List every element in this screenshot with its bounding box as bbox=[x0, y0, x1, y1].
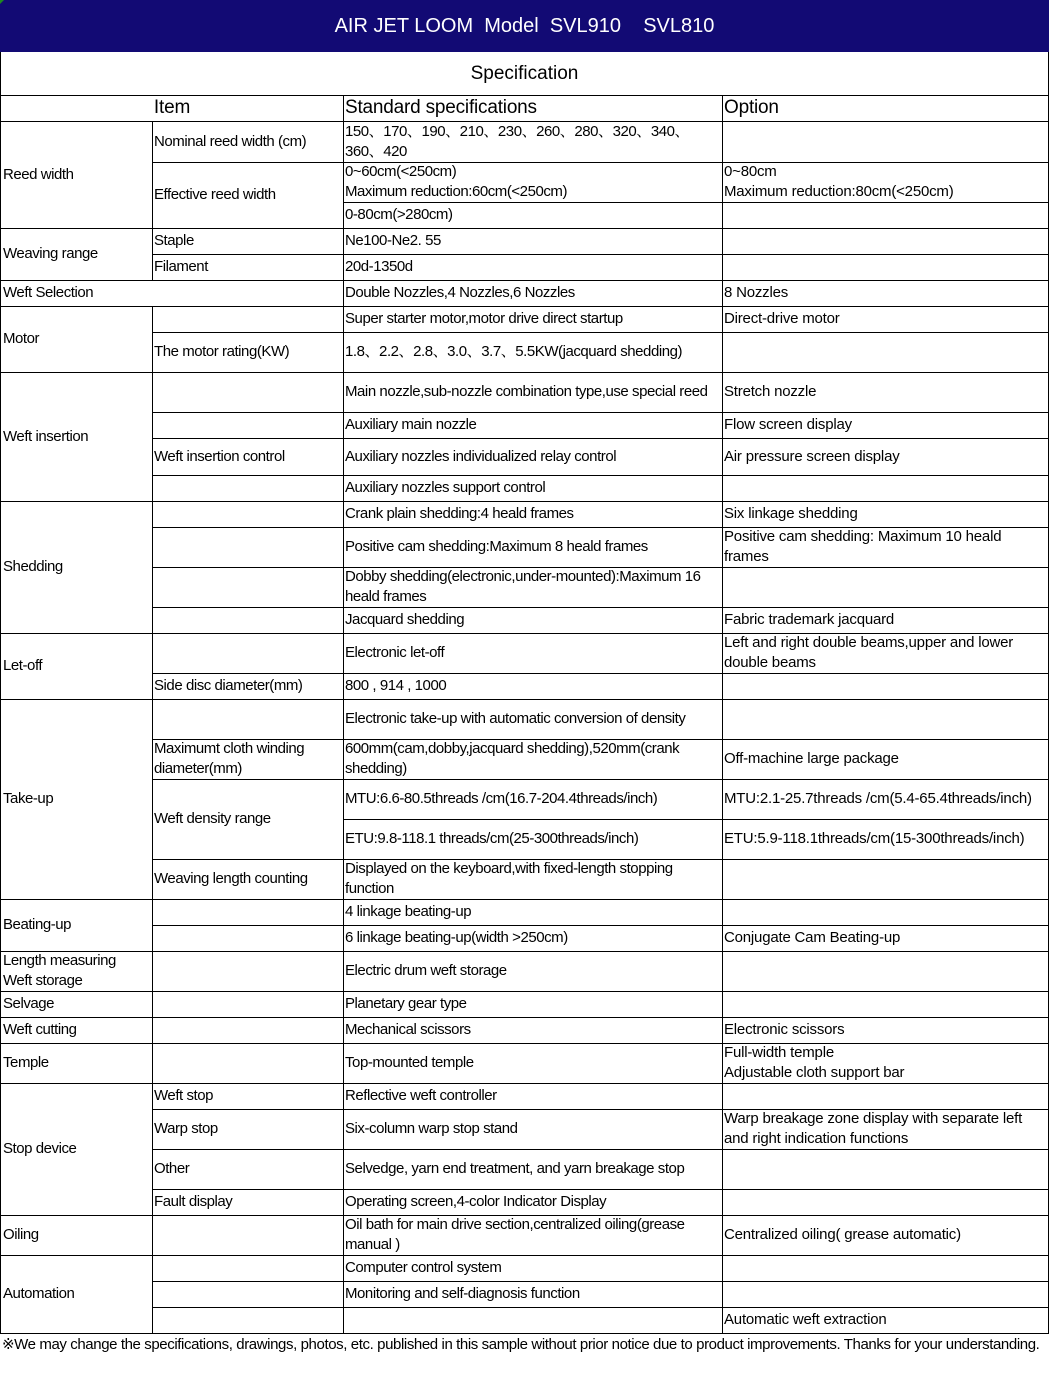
standard-spec: 6 linkage beating-up(width >250cm) bbox=[343, 925, 723, 952]
subitem-label: Maximumt cloth winding diameter(mm) bbox=[152, 739, 344, 780]
option-spec: Conjugate Cam Beating-up bbox=[722, 925, 1049, 952]
subitem-empty bbox=[152, 633, 344, 674]
page-title: AIR JET LOOM Model SVL910 SVL810 bbox=[334, 14, 715, 37]
standard-spec: Top-mounted temple bbox=[343, 1043, 723, 1084]
cell-corner-marker bbox=[0, 0, 4, 4]
standard-spec: Reflective weft controller bbox=[343, 1083, 723, 1110]
option-empty bbox=[722, 567, 1049, 608]
subitem-empty bbox=[152, 527, 344, 568]
option-spec: MTU:2.1-25.7threads /cm(5.4-65.4threads/inch) bbox=[722, 779, 1049, 820]
subitem-empty bbox=[152, 925, 344, 952]
standard-spec: Electronic let-off bbox=[343, 633, 723, 674]
option-empty bbox=[722, 121, 1049, 163]
standard-spec: 150、170、190、210、230、260、280、320、340、360、420 bbox=[343, 121, 723, 163]
option-empty bbox=[722, 1149, 1049, 1190]
option-empty bbox=[722, 202, 1049, 229]
subitem-empty bbox=[152, 372, 344, 413]
subitem-empty bbox=[152, 1043, 344, 1084]
option-spec: Left and right double beams,upper and lower double beams bbox=[722, 633, 1049, 674]
subitem-label: Weaving length counting bbox=[152, 859, 344, 900]
footnote: ※We may change the specifications, drawings, photos, etc. published in this sample without prior notice due to product improvements. Thanks for your understanding. bbox=[2, 1336, 1040, 1353]
group-label: Stop device bbox=[0, 1083, 153, 1216]
group-label: Automation bbox=[0, 1255, 153, 1334]
option-empty bbox=[722, 951, 1049, 992]
group-label: Selvage bbox=[0, 991, 153, 1018]
subitem-label: Weft insertion control bbox=[152, 438, 344, 476]
group-label: Weft insertion bbox=[0, 372, 153, 502]
option-spec: Flow screen display bbox=[722, 412, 1049, 439]
group-label: Reed width bbox=[0, 121, 153, 229]
option-empty bbox=[722, 332, 1049, 373]
subitem-empty bbox=[152, 991, 344, 1018]
option-empty bbox=[722, 1255, 1049, 1282]
standard-spec: Six-column warp stop stand bbox=[343, 1109, 723, 1150]
subitem-label: Filament bbox=[152, 254, 344, 281]
option-spec: 0~80cm Maximum reduction:80cm(<250cm) bbox=[722, 162, 1049, 203]
standard-spec: Electric drum weft storage bbox=[343, 951, 723, 992]
option-spec: 8 Nozzles bbox=[722, 280, 1049, 307]
standard-empty bbox=[343, 1307, 723, 1334]
subitem-empty bbox=[152, 607, 344, 634]
standard-spec: Auxiliary nozzles individualized relay control bbox=[343, 438, 723, 476]
subitem-label: Fault display bbox=[152, 1189, 344, 1216]
subitem-empty bbox=[152, 1215, 344, 1256]
standard-spec: Oil bath for main drive section,centralized oiling(grease manual ) bbox=[343, 1215, 723, 1256]
standard-spec: Operating screen,4-color Indicator Display bbox=[343, 1189, 723, 1216]
group-label: Beating-up bbox=[0, 899, 153, 952]
group-label: Weft Selection bbox=[0, 280, 344, 307]
column-header-item: Item bbox=[0, 95, 344, 122]
standard-spec: Ne100-Ne2. 55 bbox=[343, 228, 723, 255]
group-label: Oiling bbox=[0, 1215, 153, 1256]
group-label: Shedding bbox=[0, 501, 153, 634]
standard-spec: MTU:6.6-80.5threads /cm(16.7-204.4threads/inch) bbox=[343, 779, 723, 820]
group-label: Let-off bbox=[0, 633, 153, 700]
section-title: Specification bbox=[0, 52, 1049, 96]
standard-spec: ETU:9.8-118.1 threads/cm(25-300threads/inch) bbox=[343, 819, 723, 860]
title-band bbox=[0, 0, 1049, 52]
subitem-empty bbox=[152, 1017, 344, 1044]
option-empty bbox=[722, 859, 1049, 900]
subitem-empty bbox=[152, 1255, 344, 1282]
standard-spec: Monitoring and self-diagnosis function bbox=[343, 1281, 723, 1308]
subitem-empty bbox=[152, 951, 344, 992]
group-label: Temple bbox=[0, 1043, 153, 1084]
standard-spec: 600mm(cam,dobby,jacquard shedding),520mm(crank shedding) bbox=[343, 739, 723, 780]
option-spec: Stretch nozzle bbox=[722, 372, 1049, 413]
option-spec: Fabric trademark jacquard bbox=[722, 607, 1049, 634]
option-spec: Automatic weft extraction bbox=[722, 1307, 1049, 1334]
group-label: Take-up bbox=[0, 699, 153, 900]
standard-spec: Positive cam shedding:Maximum 8 heald frames bbox=[343, 527, 723, 568]
subitem-label: Weft density range bbox=[152, 779, 344, 860]
group-label: Length measuring Weft storage bbox=[0, 951, 153, 992]
standard-spec: Main nozzle,sub-nozzle combination type,use special reed bbox=[343, 372, 723, 413]
option-empty bbox=[722, 1189, 1049, 1216]
subitem-empty bbox=[152, 475, 344, 502]
option-spec: Air pressure screen display bbox=[722, 438, 1049, 476]
subitem-empty bbox=[152, 501, 344, 528]
option-empty bbox=[722, 1281, 1049, 1308]
option-spec: Direct-drive motor bbox=[722, 306, 1049, 333]
option-spec: Centralized oiling( grease automatic) bbox=[722, 1215, 1049, 1256]
standard-spec: Auxiliary main nozzle bbox=[343, 412, 723, 439]
standard-spec: Dobby shedding(electronic,under-mounted):Maximum 16 heald frames bbox=[343, 567, 723, 608]
subitem-empty bbox=[152, 699, 344, 740]
option-spec: Full-width temple Adjustable cloth support bar bbox=[722, 1043, 1049, 1084]
group-label: Weaving range bbox=[0, 228, 153, 281]
subitem-label: Weft stop bbox=[152, 1083, 344, 1110]
subitem-label: The motor rating(KW) bbox=[152, 332, 344, 373]
standard-spec: 4 linkage beating-up bbox=[343, 899, 723, 926]
option-spec: ETU:5.9-118.1threads/cm(15-300threads/inch) bbox=[722, 819, 1049, 860]
standard-spec: 20d-1350d bbox=[343, 254, 723, 281]
group-label: Motor bbox=[0, 306, 153, 373]
option-empty bbox=[722, 254, 1049, 281]
option-empty bbox=[722, 899, 1049, 926]
option-empty bbox=[722, 673, 1049, 700]
standard-spec: Computer control system bbox=[343, 1255, 723, 1282]
standard-spec: 0~60cm(<250cm) Maximum reduction:60cm(<250cm) bbox=[343, 162, 723, 203]
subitem-empty bbox=[152, 1281, 344, 1308]
standard-spec: 1.8、2.2、2.8、3.0、3.7、5.5KW(jacquard shedding) bbox=[343, 332, 723, 373]
subitem-label: Nominal reed width (cm) bbox=[152, 121, 344, 163]
subitem-label: Effective reed width bbox=[152, 162, 344, 229]
subitem-label: Staple bbox=[152, 228, 344, 255]
option-spec: Six linkage shedding bbox=[722, 501, 1049, 528]
standard-spec: Mechanical scissors bbox=[343, 1017, 723, 1044]
option-empty bbox=[722, 699, 1049, 740]
standard-spec: Crank plain shedding:4 heald frames bbox=[343, 501, 723, 528]
standard-spec: Selvedge, yarn end treatment, and yarn breakage stop bbox=[343, 1149, 723, 1190]
group-label: Weft cutting bbox=[0, 1017, 153, 1044]
standard-spec: Auxiliary nozzles support control bbox=[343, 475, 723, 502]
option-spec: Warp breakage zone display with separate left and right indication functions bbox=[722, 1109, 1049, 1150]
standard-spec: Electronic take-up with automatic conversion of density bbox=[343, 699, 723, 740]
option-spec: Electronic scissors bbox=[722, 1017, 1049, 1044]
option-spec: Off-machine large package bbox=[722, 739, 1049, 780]
subitem-label: Warp stop bbox=[152, 1109, 344, 1150]
standard-spec: Planetary gear type bbox=[343, 991, 723, 1018]
subitem-empty bbox=[152, 899, 344, 926]
subitem-label: Other bbox=[152, 1149, 344, 1190]
option-empty bbox=[722, 991, 1049, 1018]
subitem-label: Side disc diameter(mm) bbox=[152, 673, 344, 700]
option-empty bbox=[722, 228, 1049, 255]
option-empty bbox=[722, 1083, 1049, 1110]
subitem-empty bbox=[152, 567, 344, 608]
standard-spec: Displayed on the keyboard,with fixed-length stopping function bbox=[343, 859, 723, 900]
option-empty bbox=[722, 475, 1049, 502]
standard-spec: Jacquard shedding bbox=[343, 607, 723, 634]
option-spec: Positive cam shedding: Maximum 10 heald frames bbox=[722, 527, 1049, 568]
subitem-empty bbox=[152, 1307, 344, 1334]
standard-spec: 0-80cm(>280cm) bbox=[343, 202, 723, 229]
column-header-standard: Standard specifications bbox=[343, 95, 723, 122]
subitem-empty bbox=[152, 306, 344, 333]
standard-spec: 800 , 914 , 1000 bbox=[343, 673, 723, 700]
subitem-empty bbox=[152, 412, 344, 439]
column-header-option: Option bbox=[722, 95, 1049, 122]
standard-spec: Super starter motor,motor drive direct startup bbox=[343, 306, 723, 333]
standard-spec: Double Nozzles,4 Nozzles,6 Nozzles bbox=[343, 280, 723, 307]
